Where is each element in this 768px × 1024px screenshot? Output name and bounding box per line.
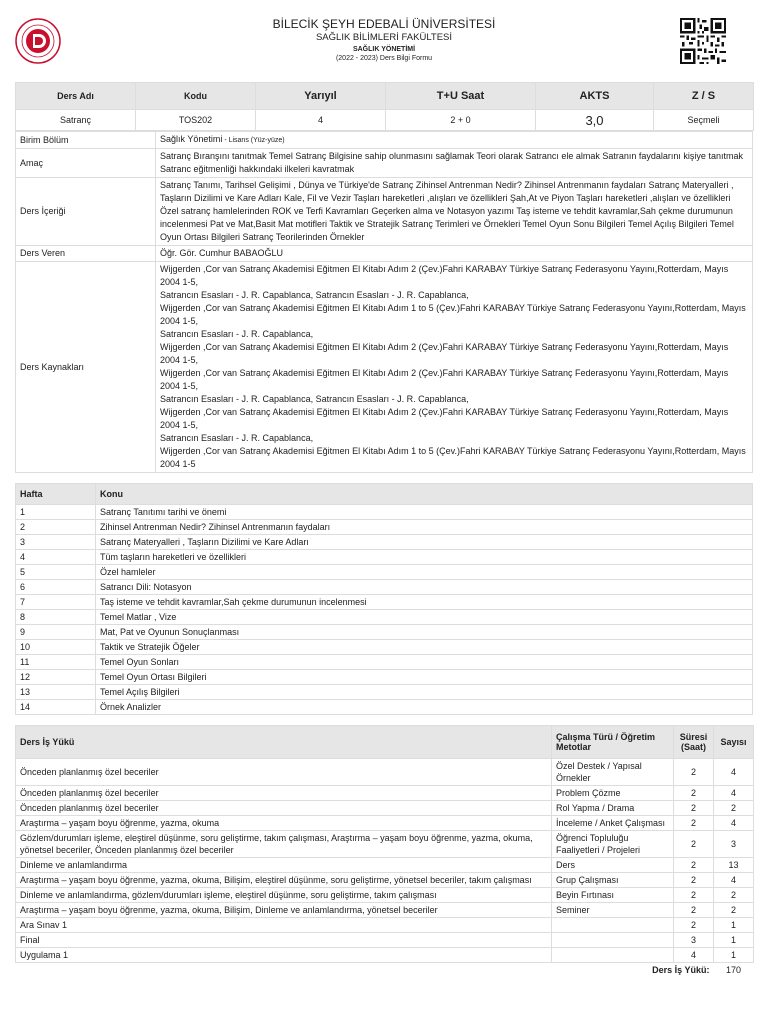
source-item: Wijgerden ,Cor van Satranç Akademisi Eğitmen El Kitabı Adım 1 to 5 (Çev.)Fahri KARABAY Türkiye Satranç Federasyonu Yayını,Rotterdam, Mayıs 2004 1-5, bbox=[160, 303, 746, 326]
workload-method bbox=[552, 933, 674, 948]
workload-count: 1 bbox=[714, 948, 754, 963]
week-number: 7 bbox=[16, 595, 96, 610]
source-item: Satrancın Esasları - J. R. Capablanca, Satrancın Esasları - J. R. Capablanca, bbox=[160, 394, 469, 404]
workload-method: Grup Çalışması bbox=[552, 873, 674, 888]
workload-method: Seminer bbox=[552, 903, 674, 918]
workload-method: Rol Yapma / Drama bbox=[552, 801, 674, 816]
workload-count: 3 bbox=[714, 831, 754, 858]
header-count: Sayısı bbox=[714, 726, 754, 759]
workload-method bbox=[552, 948, 674, 963]
faculty-name: SAĞLIK BİLİMLERİ FAKÜLTESİ bbox=[315, 32, 453, 44]
workload-total-label: Ders İş Yükü: bbox=[652, 965, 710, 975]
source-item: Wijgerden ,Cor van Satranç Akademisi Eğitmen El Kitabı Adım 2 (Çev.)Fahri KARABAY Türkiye Satranç Federasyonu Yayını,Rotterdam, Mayıs 2004 1-5, bbox=[160, 407, 729, 430]
workload-activity: Önceden planlanmış özel beceriler bbox=[16, 759, 552, 786]
aim-label: Amaç bbox=[16, 149, 156, 178]
table-row bbox=[16, 816, 754, 831]
content-label: Ders İçeriği bbox=[16, 178, 156, 246]
week-number: 6 bbox=[16, 580, 96, 595]
week-topic: Satranç Tanıtımı tarihi ve önemi bbox=[96, 505, 753, 520]
info-row-aim bbox=[16, 149, 753, 178]
week-number: 8 bbox=[16, 610, 96, 625]
hours: 2 + 0 bbox=[386, 110, 536, 131]
workload-activity: Dinleme ve anlamlandırma bbox=[16, 858, 552, 873]
source-item: Wijgerden ,Cor van Satranç Akademisi Eğitmen El Kitabı Adım 1 to 5 (Çev.)Fahri KARABAY Türkiye Satranç Federasyonu Yayını,Rotterdam, Mayıs 2004 1-5 bbox=[160, 446, 746, 469]
header-hours: T+U Saat bbox=[386, 83, 536, 110]
workload-activity: Araştırma – yaşam boyu öğrenme, yazma, okuma, Bilişim, eleştirel düşünme, soru geliştirme, yönetsel beceriler, takım çalışması bbox=[16, 873, 552, 888]
source-item: Wijgerden ,Cor van Satranç Akademisi Eğitmen El Kitabı Adım 2 (Çev.)Fahri KARABAY Türkiye Satranç Federasyonu Yayını,Rotterdam, Mayıs 2004 1-5, bbox=[160, 342, 729, 365]
workload-duration: 2 bbox=[674, 918, 714, 933]
unit-value bbox=[156, 132, 753, 149]
table-row bbox=[16, 903, 754, 918]
workload-duration: 2 bbox=[674, 759, 714, 786]
workload-activity: Önceden planlanmış özel beceriler bbox=[16, 801, 552, 816]
department-name: SAĞLIK YÖNETİMİ bbox=[352, 46, 416, 53]
course-name: Satranç bbox=[16, 110, 136, 131]
workload-duration: 2 bbox=[674, 873, 714, 888]
table-row bbox=[16, 685, 753, 700]
university-name: BİLECİK ŞEYH EDEBALİ ÜNİVERSİTESİ bbox=[272, 17, 496, 31]
table-row bbox=[16, 505, 753, 520]
week-topic: Özel hamleler bbox=[96, 565, 753, 580]
week-number: 3 bbox=[16, 535, 96, 550]
week-topic: Taş isteme ve tehdit kavramlar,Sah çekme durumunun incelenmesi bbox=[96, 595, 753, 610]
semester: 4 bbox=[256, 110, 386, 131]
workload-count: 4 bbox=[714, 759, 754, 786]
table-row bbox=[16, 550, 753, 565]
workload-method: Problem Çözme bbox=[552, 786, 674, 801]
week-number: 5 bbox=[16, 565, 96, 580]
week-topic: Satrancı Dili: Notasyon bbox=[96, 580, 753, 595]
table-row bbox=[16, 948, 754, 963]
week-topic: Satranç Materyalleri , Taşların Dizilimi ve Kare Adları bbox=[96, 535, 753, 550]
info-row-content bbox=[16, 178, 753, 246]
table-row bbox=[16, 831, 754, 858]
week-number: 13 bbox=[16, 685, 96, 700]
week-topic: Temel Oyun Ortası Bilgileri bbox=[96, 670, 753, 685]
workload-activity: Araştırma – yaşam boyu öğrenme, yazma, okuma, Bilişim, Dinleme ve anlamlandırma, yönetsel beceriler bbox=[16, 903, 552, 918]
week-number: 2 bbox=[16, 520, 96, 535]
header-course-name: Ders Adı bbox=[16, 83, 136, 110]
workload-activity: Uygulama 1 bbox=[16, 948, 552, 963]
workload-duration: 2 bbox=[674, 858, 714, 873]
course-info-table bbox=[15, 131, 753, 473]
workload-duration: 2 bbox=[674, 831, 714, 858]
week-topic: Mat, Pat ve Oyunun Sonuçlanması bbox=[96, 625, 753, 640]
form-title: (2022 - 2023) Ders Bilgi Formu bbox=[335, 55, 433, 63]
info-row-instructor bbox=[16, 246, 753, 262]
workload-method: Beyin Fırtınası bbox=[552, 888, 674, 903]
unit-name: Sağlık Yönetimi bbox=[160, 134, 223, 144]
week-number: 11 bbox=[16, 655, 96, 670]
header-duration: Süresi (Saat) bbox=[674, 726, 714, 759]
table-row bbox=[16, 655, 753, 670]
course-summary-table bbox=[15, 82, 754, 131]
workload-total-value: 170 bbox=[725, 965, 742, 975]
workload-activity: Önceden planlanmış özel beceriler bbox=[16, 786, 552, 801]
table-row bbox=[16, 918, 754, 933]
workload-method: Öğrenci Topluluğu Faaliyetleri / Projeleri bbox=[552, 831, 674, 858]
workload-activity: Final bbox=[16, 933, 552, 948]
week-number: 9 bbox=[16, 625, 96, 640]
qr-code-icon bbox=[680, 18, 726, 64]
workload-count: 4 bbox=[714, 873, 754, 888]
course-code: TOS202 bbox=[136, 110, 256, 131]
weekly-topics-table bbox=[15, 483, 753, 715]
workload-duration: 4 bbox=[674, 948, 714, 963]
header-semester: Yarıyıl bbox=[256, 83, 386, 110]
summary-values-row bbox=[16, 110, 754, 131]
workload-method: İnceleme / Anket Çalışması bbox=[552, 816, 674, 831]
table-row bbox=[16, 888, 754, 903]
table-row bbox=[16, 700, 753, 715]
workload-count: 1 bbox=[714, 933, 754, 948]
workload-duration: 2 bbox=[674, 888, 714, 903]
workload-activity: Gözlem/durumları işleme, eleştirel düşünme, soru geliştirme, takım çalışması, Araştırma – yaşam boyu öğrenme, yazma, okuma, yönetsel beceriler, Önceden planlanmış özel beceriler bbox=[16, 831, 552, 858]
week-topic: Tüm taşların hareketleri ve özellikleri bbox=[96, 550, 753, 565]
unit-label: Birim Bölüm bbox=[16, 132, 156, 149]
header-topic: Konu bbox=[96, 484, 753, 505]
table-row bbox=[16, 670, 753, 685]
workload-count: 4 bbox=[714, 786, 754, 801]
source-item: Satrancın Esasları - J. R. Capablanca, Satrancın Esasları - J. R. Capablanca, bbox=[160, 290, 469, 300]
table-row bbox=[16, 786, 754, 801]
week-topic: Temel Açılış Bilgileri bbox=[96, 685, 753, 700]
table-row bbox=[16, 640, 753, 655]
week-topic: Temel Oyun Sonları bbox=[96, 655, 753, 670]
workload-activity: Araştırma – yaşam boyu öğrenme, yazma, okuma bbox=[16, 816, 552, 831]
workload-count: 2 bbox=[714, 801, 754, 816]
table-row bbox=[16, 873, 754, 888]
header-method: Çalışma Türü / Öğretim Metotlar bbox=[552, 726, 674, 759]
table-row bbox=[16, 801, 754, 816]
table-row bbox=[16, 595, 753, 610]
workload-count: 2 bbox=[714, 903, 754, 918]
source-item: Wijgerden ,Cor van Satranç Akademisi Eğitmen El Kitabı Adım 2 (Çev.)Fahri KARABAY Türkiye Satranç Federasyonu Yayını,Rotterdam, Mayıs 2004 1-5, bbox=[160, 368, 729, 391]
sources-list bbox=[156, 262, 753, 473]
aim-value: Satranç Bıranşını tanıtmak Temel Satranç Bilgisine sahip olunmasını sağlamak Teori olarak Satrancı ele almak Satranın faydalarını kişiye tanıtmak Satranc eğitmenliği hakkındaki ilkeleri kavratmak bbox=[156, 149, 753, 178]
workload-count: 2 bbox=[714, 888, 754, 903]
header-ects: AKTS bbox=[536, 83, 654, 110]
load-body bbox=[16, 759, 754, 963]
table-row bbox=[16, 610, 753, 625]
ects: 3,0 bbox=[536, 110, 654, 131]
header-type: Z / S bbox=[654, 83, 754, 110]
workload-duration: 2 bbox=[674, 816, 714, 831]
weeks-header-row bbox=[16, 484, 753, 505]
header-week: Hafta bbox=[16, 484, 96, 505]
week-topic: Örnek Analizler bbox=[96, 700, 753, 715]
workload-count: 4 bbox=[714, 816, 754, 831]
header-course-code: Kodu bbox=[136, 83, 256, 110]
table-row bbox=[16, 520, 753, 535]
weeks-body bbox=[16, 505, 753, 715]
workload-count: 13 bbox=[714, 858, 754, 873]
workload-method: Özel Destek / Yapısal Örnekler bbox=[552, 759, 674, 786]
week-number: 14 bbox=[16, 700, 96, 715]
unit-suffix: - Lisans (Yüz-yüze) bbox=[222, 137, 285, 144]
table-row bbox=[16, 535, 753, 550]
workload-total-row bbox=[16, 963, 754, 978]
sources-label: Ders Kaynakları bbox=[16, 262, 156, 473]
table-row bbox=[16, 580, 753, 595]
summary-header-row bbox=[16, 83, 754, 110]
week-number: 1 bbox=[16, 505, 96, 520]
info-row-unit bbox=[16, 132, 753, 149]
week-number: 4 bbox=[16, 550, 96, 565]
header bbox=[0, 0, 768, 82]
table-row bbox=[16, 933, 754, 948]
week-topic: Temel Matlar , Vize bbox=[96, 610, 753, 625]
info-row-sources bbox=[16, 262, 753, 473]
workload-table bbox=[15, 725, 754, 977]
load-header-row bbox=[16, 726, 754, 759]
instructor-label: Ders Veren bbox=[16, 246, 156, 262]
workload-method: Ders bbox=[552, 858, 674, 873]
content-value: Satranç Tanımı, Tarihsel Gelişimi , Dünya ve Türkiye'de Satranç Zihinsel Antrenman Nedir? Zihinsel Antrenmanın faydaları Satranç Materyalleri , Taşların Dizilimi ve Kare Adları Kale, Fil ve Vezir Taşları hareketleri ,alışları ve özellikleri Şah,At ve Piyon Taşları hareketleri ,alışları ve özellikleri Özel satranç hamlelerinden ROK ve Terfi Kavramları Geçerken alma ve Notasyon yazımı Taş isteme ve tehdit kavramlar,Sah çekme durumunun incelenmesi Pat ve Mat,Basit Mat motifleri Taktik ve Stratejik Satranç Terimleri ve Örnekleri Temel Oyun Sonu Bilgileri Temel Açılış Bilgileri Temel Oyun Ortası Bilgileri Satranç Teorilerinden Örnekler bbox=[156, 178, 753, 246]
workload-duration: 2 bbox=[674, 801, 714, 816]
table-row bbox=[16, 565, 753, 580]
course-type: Seçmeli bbox=[654, 110, 754, 131]
workload-activity: Dinleme ve anlamlandırma, gözlem/durumları işleme, eleştirel düşünme, soru geliştirme, takım çalışması bbox=[16, 888, 552, 903]
source-item: Satrancın Esasları - J. R. Capablanca, bbox=[160, 329, 314, 339]
table-row bbox=[16, 625, 753, 640]
table-row bbox=[16, 759, 754, 786]
workload-method bbox=[552, 918, 674, 933]
week-topic: Zihinsel Antrenman Nedir? Zihinsel Antrenmanın faydaları bbox=[96, 520, 753, 535]
workload-duration: 2 bbox=[674, 786, 714, 801]
source-item: Wijgerden ,Cor van Satranç Akademisi Eğitmen El Kitabı Adım 2 (Çev.)Fahri KARABAY Türkiye Satranç Federasyonu Yayını,Rotterdam, Mayıs 2004 1-5, bbox=[160, 264, 729, 287]
week-number: 10 bbox=[16, 640, 96, 655]
workload-activity: Ara Sınav 1 bbox=[16, 918, 552, 933]
workload-duration: 3 bbox=[674, 933, 714, 948]
header-workload: Ders İş Yükü bbox=[16, 726, 552, 759]
workload-count: 1 bbox=[714, 918, 754, 933]
source-item: Satrancın Esasları - J. R. Capablanca, bbox=[160, 433, 314, 443]
week-number: 12 bbox=[16, 670, 96, 685]
workload-duration: 2 bbox=[674, 903, 714, 918]
instructor-value: Öğr. Gör. Cumhur BABAOĞLU bbox=[156, 246, 753, 262]
week-topic: Taktik ve Stratejik Öğeler bbox=[96, 640, 753, 655]
table-row bbox=[16, 858, 754, 873]
